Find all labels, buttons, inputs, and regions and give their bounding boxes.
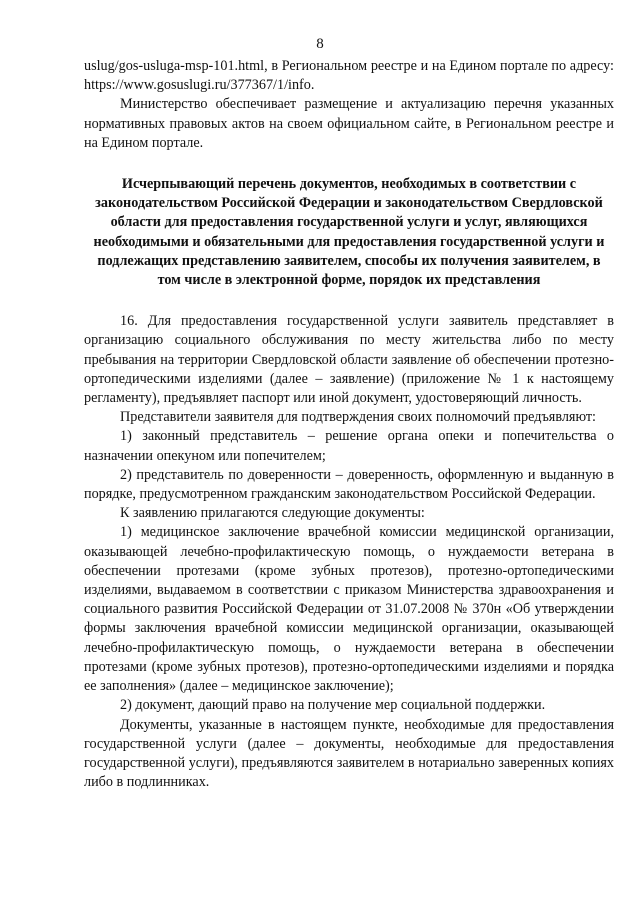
page-number: 8 <box>316 36 324 52</box>
list-item-proxy-representative: 2) представитель по доверенности – доверенность, оформленную и выданную в порядке, предусмотренном гражданским законодательством Российской Федерации. <box>84 466 614 503</box>
list-item-social-support-document: 2) документ, дающий право на получение мер социальной поддержки. <box>120 697 546 714</box>
paragraph-representatives: Представители заявителя для подтверждения своих полномочий предъявляют: <box>120 409 596 426</box>
paragraph-attachments: К заявлению прилагаются следующие документы: <box>120 505 425 522</box>
section-heading: Исчерпывающий перечень документов, необходимых в соответствии с законодательством Российской Федерации и законодательством Свердловской области для предоставления государственной услуги и услуг, являющихся необходимыми и обязательными для предоставления государственной услуги и подлежащих представлению заявителем, способы их получения заявителем, в том числе в электронной форме, порядок их представления <box>93 176 605 289</box>
document-body <box>84 57 614 792</box>
paragraph-intro-url: uslug/gos-usluga-msp-101.html, в Региональном реестре и на Едином портале по адресу: https://www.gosuslugi.ru/377367/1/info. <box>84 58 614 94</box>
list-item-legal-representative: 1) законный представитель – решение органа опеки и попечительства о назначении опекуном или попечителем; <box>84 428 614 464</box>
paragraph-ministry: Министерство обеспечивает размещение и актуализацию перечня указанных нормативных правовых актов на своем официальном сайте, в Региональном реестре и на Едином портале. <box>84 96 614 151</box>
paragraph-documents-submission: Документы, указанные в настоящем пункте, необходимые для предоставления государственной услуги (далее – документы, необходимые для предоставления государственной услуги), предъявляются заявителем в нотариально заверенных копиях либо в подлинниках. <box>84 716 614 791</box>
paragraph-16: 16. Для предоставления государственной услуги заявитель представляет в организацию социального обслуживания по месту жительства либо по месту пребывания на территории Свердловской области заявление об обеспечении протезно-ортопедическими изделиями (далее – заявление) (приложение № 1 к настоящему регламенту), предъявляет паспорт или иной документ, удостоверяющий личность. <box>84 313 614 407</box>
list-item-medical-conclusion: 1) медицинское заключение врачебной комиссии медицинской организации, оказывающей лечебно-профилактическую помощь, о нуждаемости ветерана в обеспечении протезами (кроме зубных протезов), протезно-ортопедическими изделиями, выдаваемом в соответствии с приказом Министерства здравоохранения и социального развития Российской Федерации от 31.07.2008 № 370н «Об утверждении формы заключения врачебной комиссии медицинской организации, оказывающей лечебно-профилактическую помощь, о нуждаемости ветерана в обеспечении протезами (кроме зубных протезов), протезно-ортопедическими изделиями и порядка ее заполнения» (далее – медицинское заключение); <box>84 524 614 695</box>
